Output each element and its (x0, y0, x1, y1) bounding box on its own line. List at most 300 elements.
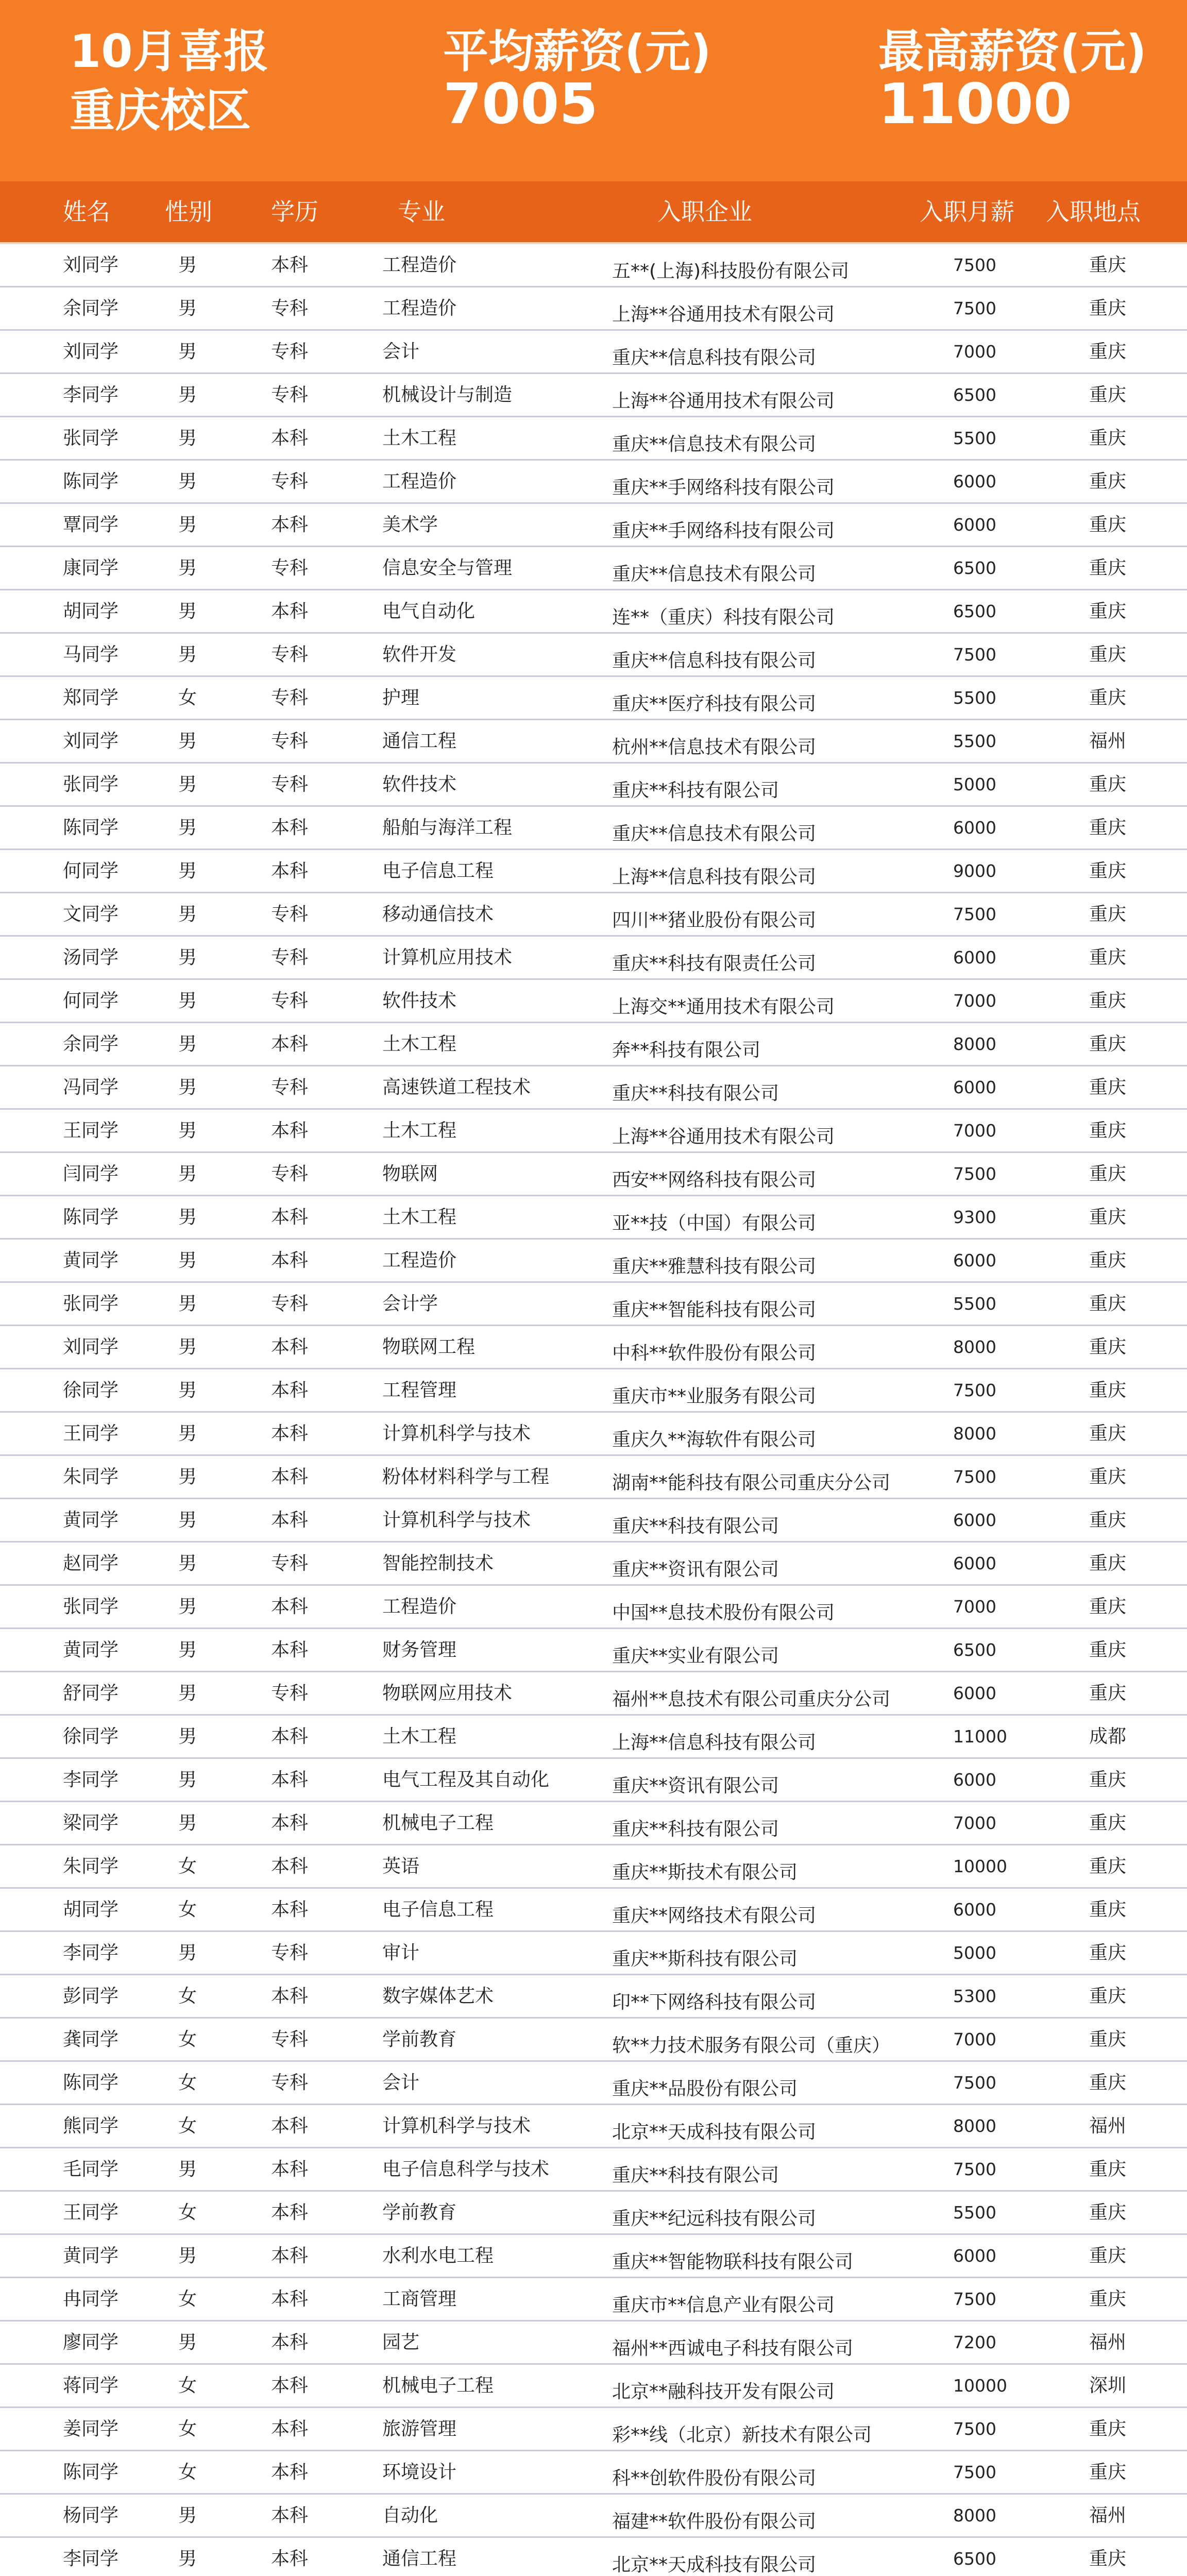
cell-major: 护理 (382, 687, 420, 708)
cell-name: 康同学 (63, 557, 119, 579)
column-header-education: 学历 (271, 198, 318, 226)
cell-company: 科**创软件股份有限公司 (612, 2468, 817, 2489)
cell-gender: 女 (178, 2029, 197, 2050)
cell-name: 熊同学 (63, 2115, 119, 2137)
table-row (0, 1153, 1187, 1196)
cell-gender: 男 (178, 514, 197, 535)
cell-major: 工程造价 (382, 298, 457, 319)
cell-major: 高速铁道工程技术 (382, 1077, 531, 1098)
cell-education: 本科 (271, 2418, 309, 2439)
cell-company: 重庆**资讯有限公司 (612, 1775, 779, 1797)
cell-education: 本科 (271, 428, 309, 449)
cell-gender: 男 (178, 2548, 197, 2569)
cell-location: 重庆 (1089, 2159, 1126, 2180)
table-row (0, 1413, 1187, 1456)
cell-education: 本科 (271, 1466, 309, 1487)
cell-location: 重庆 (1089, 817, 1126, 838)
cell-salary: 6500 (953, 558, 996, 578)
cell-name: 汤同学 (63, 947, 119, 968)
table-row (0, 2451, 1187, 2495)
cell-company: 杭州**信息技术有限公司 (612, 737, 817, 758)
cell-major: 软件技术 (382, 990, 457, 1011)
cell-name: 李同学 (63, 2548, 119, 2569)
cell-education: 本科 (271, 1899, 309, 1920)
table-row (0, 1932, 1187, 1975)
column-header-location: 入职地点 (1046, 198, 1141, 226)
cell-education: 本科 (271, 514, 309, 535)
cell-name: 黄同学 (63, 1250, 119, 1271)
table-row (0, 937, 1187, 980)
table-row (0, 1975, 1187, 2019)
cell-education: 本科 (271, 1769, 309, 1790)
cell-company: 重庆**科技有限公司 (612, 1083, 779, 1104)
cell-major: 财务管理 (382, 1639, 457, 1660)
cell-salary: 5300 (953, 1986, 996, 2006)
cell-company: 北京**天成科技有限公司 (612, 2554, 817, 2575)
cell-company: 中科**软件股份有限公司 (612, 1343, 817, 1364)
cell-name: 赵同学 (63, 1553, 119, 1574)
cell-company: 软**力技术服务有限公司（重庆） (612, 2035, 891, 2056)
cell-gender: 女 (178, 2418, 197, 2439)
cell-company: 重庆**科技有限公司 (612, 2165, 779, 2186)
table-row (0, 1759, 1187, 1802)
cell-salary: 6000 (953, 1510, 996, 1530)
cell-company: 重庆**手网络科技有限公司 (612, 477, 835, 498)
table-row (0, 2019, 1187, 2062)
cell-gender: 男 (178, 817, 197, 838)
table-row (0, 2321, 1187, 2365)
cell-salary: 5500 (953, 731, 996, 751)
cell-gender: 男 (178, 1163, 197, 1184)
cell-name: 马同学 (63, 644, 119, 665)
cell-location: 重庆 (1089, 514, 1126, 535)
cell-education: 本科 (271, 1510, 309, 1531)
cell-company: 湖南**能科技有限公司重庆分公司 (612, 1472, 891, 1494)
cell-location: 重庆 (1089, 2245, 1126, 2266)
cell-gender: 女 (178, 2072, 197, 2093)
cell-location: 重庆 (1089, 1856, 1126, 1877)
cell-gender: 男 (178, 947, 197, 968)
cell-name: 何同学 (63, 990, 119, 1011)
cell-major: 土木工程 (382, 1207, 457, 1228)
cell-gender: 男 (178, 1033, 197, 1055)
table-row (0, 980, 1187, 1023)
table-row (0, 1499, 1187, 1543)
cell-gender: 男 (178, 1466, 197, 1487)
cell-company: 上海**信息科技有限公司 (612, 867, 817, 888)
table-row (0, 1845, 1187, 1889)
cell-name: 李同学 (63, 1769, 119, 1790)
cell-education: 专科 (271, 904, 309, 925)
cell-location: 重庆 (1089, 1293, 1126, 1314)
cell-major: 土木工程 (382, 428, 457, 449)
cell-location: 成都 (1089, 1726, 1126, 1747)
cell-major: 粉体材料科学与工程 (382, 1466, 550, 1487)
cell-gender: 男 (178, 428, 197, 449)
cell-location: 重庆 (1089, 1466, 1126, 1487)
cell-major: 电子信息工程 (382, 860, 494, 882)
cell-major: 审计 (382, 1942, 420, 1963)
cell-major: 旅游管理 (382, 2418, 457, 2439)
cell-major: 软件开发 (382, 644, 457, 665)
cell-location: 重庆 (1089, 1510, 1126, 1531)
cell-location: 重庆 (1089, 2418, 1126, 2439)
table-row (0, 331, 1187, 374)
cell-gender: 女 (178, 2462, 197, 2483)
cell-education: 本科 (271, 255, 309, 276)
cell-major: 会计 (382, 2072, 420, 2093)
cell-gender: 男 (178, 860, 197, 882)
cell-major: 工程造价 (382, 255, 457, 276)
cell-salary: 8000 (953, 1423, 996, 1444)
cell-name: 朱同学 (63, 1466, 119, 1487)
cell-education: 本科 (271, 601, 309, 622)
cell-gender: 女 (178, 1986, 197, 2007)
cell-name: 何同学 (63, 860, 119, 882)
cell-salary: 9300 (953, 1207, 996, 1227)
cell-salary: 9000 (953, 861, 996, 881)
cell-education: 本科 (271, 860, 309, 882)
table-row (0, 244, 1187, 287)
cell-company: 重庆**信息科技有限公司 (612, 347, 817, 368)
cell-salary: 11000 (953, 1726, 1007, 1747)
cell-major: 通信工程 (382, 2548, 457, 2569)
cell-gender: 男 (178, 255, 197, 276)
cell-location: 重庆 (1089, 1683, 1126, 1704)
cell-education: 本科 (271, 2548, 309, 2569)
cell-major: 数字媒体艺术 (382, 1986, 494, 2007)
cell-name: 陈同学 (63, 2462, 119, 2483)
cell-gender: 男 (178, 1510, 197, 1531)
table-row (0, 2408, 1187, 2451)
cell-location: 重庆 (1089, 428, 1126, 449)
cell-education: 专科 (271, 341, 309, 362)
cell-education: 本科 (271, 1726, 309, 1747)
cell-salary: 6500 (953, 2549, 996, 2569)
cell-gender: 男 (178, 1596, 197, 1617)
cell-company: 重庆**智能科技有限公司 (612, 1299, 817, 1320)
cell-education: 本科 (271, 1120, 309, 1141)
cell-gender: 男 (178, 1293, 197, 1314)
column-header-name: 姓名 (63, 198, 110, 226)
cell-gender: 男 (178, 2332, 197, 2353)
cell-name: 朱同学 (63, 1856, 119, 1877)
cell-major: 工程造价 (382, 1250, 457, 1271)
cell-salary: 10000 (953, 1856, 1007, 1876)
cell-salary: 6000 (953, 818, 996, 838)
cell-salary: 7500 (953, 1380, 996, 1400)
table-row (0, 1456, 1187, 1499)
cell-gender: 男 (178, 644, 197, 665)
cell-company: 福州**西诚电子科技有限公司 (612, 2338, 854, 2359)
cell-location: 重庆 (1089, 1596, 1126, 1617)
cell-company: 连**（重庆）科技有限公司 (612, 607, 835, 628)
cell-education: 本科 (271, 1380, 309, 1401)
cell-company: 重庆**斯技术有限公司 (612, 1862, 798, 1883)
cell-name: 刘同学 (63, 255, 119, 276)
cell-name: 黄同学 (63, 1639, 119, 1660)
cell-salary: 5500 (953, 688, 996, 708)
cell-name: 张同学 (63, 1293, 119, 1314)
cell-major: 工程造价 (382, 1596, 457, 1617)
table-row (0, 1240, 1187, 1283)
table-row (0, 807, 1187, 850)
cell-education: 本科 (271, 2375, 309, 2396)
table-row (0, 590, 1187, 634)
cell-major: 计算机科学与技术 (382, 1510, 531, 1531)
column-header-salary: 入职月薪 (920, 198, 1014, 226)
cell-name: 文同学 (63, 904, 119, 925)
cell-location: 重庆 (1089, 2462, 1126, 2483)
cell-salary: 10000 (953, 2376, 1007, 2396)
cell-major: 土木工程 (382, 1033, 457, 1055)
table-row (0, 634, 1187, 677)
cell-education: 专科 (271, 384, 309, 405)
cell-company: 重庆**雅慧科技有限公司 (612, 1256, 817, 1277)
cell-company: 重庆**手网络科技有限公司 (612, 520, 835, 541)
cell-education: 专科 (271, 2029, 309, 2050)
cell-salary: 8000 (953, 1034, 996, 1054)
cell-salary: 5500 (953, 2202, 996, 2223)
cell-education: 专科 (271, 947, 309, 968)
cell-name: 张同学 (63, 428, 119, 449)
table-row (0, 677, 1187, 720)
cell-location: 重庆 (1089, 990, 1126, 1011)
cell-location: 重庆 (1089, 2289, 1126, 2310)
cell-salary: 8000 (953, 1337, 996, 1357)
cell-name: 余同学 (63, 298, 119, 319)
cell-gender: 男 (178, 384, 197, 405)
table-row (0, 893, 1187, 937)
cell-education: 本科 (271, 2115, 309, 2137)
cell-gender: 男 (178, 1423, 197, 1444)
cell-company: 重庆**资讯有限公司 (612, 1559, 779, 1580)
cell-location: 重庆 (1089, 255, 1126, 276)
cell-location: 重庆 (1089, 1942, 1126, 1963)
cell-salary: 7500 (953, 2419, 996, 2439)
table-row (0, 461, 1187, 504)
cell-location: 福州 (1089, 2505, 1126, 2526)
cell-gender: 男 (178, 1639, 197, 1660)
cell-location: 重庆 (1089, 1120, 1126, 1141)
cell-gender: 男 (178, 1207, 197, 1228)
cell-gender: 女 (178, 2289, 197, 2310)
table-row (0, 417, 1187, 461)
cell-education: 本科 (271, 1250, 309, 1271)
cell-name: 梁同学 (63, 1812, 119, 1834)
cell-education: 本科 (271, 1336, 309, 1358)
cell-company: 重庆**科技有限公司 (612, 1516, 779, 1537)
cell-education: 本科 (271, 2332, 309, 2353)
cell-name: 姜同学 (63, 2418, 119, 2439)
cell-location: 重庆 (1089, 1207, 1126, 1228)
cell-major: 园艺 (382, 2332, 420, 2353)
cell-salary: 7000 (953, 1813, 996, 1833)
cell-major: 电子信息科学与技术 (382, 2159, 550, 2180)
cell-major: 电子信息工程 (382, 1899, 494, 1920)
cell-salary: 6000 (953, 1683, 996, 1703)
table-row (0, 2062, 1187, 2105)
cell-company: 重庆**信息技术有限公司 (612, 823, 817, 844)
column-header-major: 专业 (398, 198, 445, 226)
cell-location: 重庆 (1089, 1163, 1126, 1184)
cell-company: 印**下网络科技有限公司 (612, 1992, 817, 2013)
cell-salary: 7500 (953, 2073, 996, 2093)
table-row (0, 2495, 1187, 2538)
cell-salary: 7500 (953, 645, 996, 665)
banner-title-month: 10月喜报 (70, 25, 269, 78)
cell-education: 专科 (271, 990, 309, 1011)
cell-name: 毛同学 (63, 2159, 119, 2180)
cell-location: 重庆 (1089, 1899, 1126, 1920)
cell-name: 覃同学 (63, 514, 119, 535)
average-salary-value: 7005 (443, 72, 598, 137)
cell-location: 深圳 (1089, 2375, 1126, 2396)
cell-company: 重庆**科技有限公司 (612, 780, 779, 801)
cell-salary: 6500 (953, 1640, 996, 1660)
cell-education: 本科 (271, 1207, 309, 1228)
cell-company: 上海交**通用技术有限公司 (612, 996, 835, 1018)
cell-company: 重庆**智能物联科技有限公司 (612, 2251, 854, 2273)
cell-name: 廖同学 (63, 2332, 119, 2353)
cell-location: 福州 (1089, 2332, 1126, 2353)
cell-company: 四川**猪业股份有限公司 (612, 910, 817, 931)
cell-gender: 男 (178, 1380, 197, 1401)
cell-salary: 7000 (953, 2029, 996, 2049)
cell-education: 专科 (271, 2072, 309, 2093)
cell-company: 重庆**品股份有限公司 (612, 2078, 798, 2099)
cell-salary: 6000 (953, 1900, 996, 1920)
cell-company: 北京**融科技开发有限公司 (612, 2381, 835, 2402)
cell-location: 重庆 (1089, 2202, 1126, 2223)
cell-gender: 男 (178, 1553, 197, 1574)
cell-location: 重庆 (1089, 1077, 1126, 1098)
cell-education: 本科 (271, 1986, 309, 2007)
table-row (0, 1889, 1187, 1932)
cell-education: 专科 (271, 1942, 309, 1963)
cell-salary: 7500 (953, 2462, 996, 2482)
cell-salary: 7000 (953, 1597, 996, 1617)
cell-education: 本科 (271, 2202, 309, 2223)
table-row (0, 1110, 1187, 1153)
cell-company: 重庆市**业服务有限公司 (612, 1386, 817, 1407)
cell-gender: 男 (178, 2159, 197, 2180)
cell-salary: 6500 (953, 601, 996, 621)
table-row (0, 720, 1187, 764)
cell-name: 黄同学 (63, 1510, 119, 1531)
cell-location: 重庆 (1089, 1769, 1126, 1790)
cell-major: 移动通信技术 (382, 904, 494, 925)
cell-name: 刘同学 (63, 341, 119, 362)
cell-company: 重庆**科技有限公司 (612, 1819, 779, 1840)
cell-company: 重庆**信息科技有限公司 (612, 650, 817, 671)
cell-education: 本科 (271, 1033, 309, 1055)
header-banner (0, 0, 1187, 181)
cell-gender: 男 (178, 731, 197, 752)
table-body (0, 244, 1187, 2576)
cell-salary: 7000 (953, 1121, 996, 1141)
cell-salary: 6000 (953, 1770, 996, 1790)
table-row (0, 2192, 1187, 2235)
table-row (0, 2148, 1187, 2192)
table-row (0, 1716, 1187, 1759)
cell-location: 重庆 (1089, 1250, 1126, 1271)
cell-company: 重庆**纪远科技有限公司 (612, 2208, 817, 2229)
cell-name: 舒同学 (63, 1683, 119, 1704)
cell-name: 杨同学 (63, 2505, 119, 2526)
table-row (0, 2278, 1187, 2321)
cell-major: 水利水电工程 (382, 2245, 494, 2266)
cell-salary: 6000 (953, 1077, 996, 1097)
cell-major: 软件技术 (382, 774, 457, 795)
cell-company: 彩**线（北京）新技术有限公司 (612, 2425, 872, 2446)
cell-name: 冯同学 (63, 1077, 119, 1098)
cell-name: 张同学 (63, 774, 119, 795)
cell-location: 重庆 (1089, 904, 1126, 925)
cell-education: 专科 (271, 1683, 309, 1704)
cell-education: 本科 (271, 2462, 309, 2483)
cell-salary: 5000 (953, 1943, 996, 1963)
cell-location: 重庆 (1089, 1639, 1126, 1660)
cell-education: 专科 (271, 1553, 309, 1574)
cell-name: 蒋同学 (63, 2375, 119, 2396)
cell-company: 西安**网络科技有限公司 (612, 1170, 817, 1191)
cell-name: 陈同学 (63, 471, 119, 492)
cell-gender: 男 (178, 471, 197, 492)
cell-company: 重庆**斯科技有限公司 (612, 1948, 798, 1970)
cell-name: 王同学 (63, 1423, 119, 1444)
cell-education: 本科 (271, 817, 309, 838)
cell-name: 彭同学 (63, 1986, 119, 2007)
cell-name: 余同学 (63, 1033, 119, 1055)
cell-education: 专科 (271, 731, 309, 752)
cell-location: 重庆 (1089, 1380, 1126, 1401)
cell-salary: 6000 (953, 471, 996, 492)
cell-location: 重庆 (1089, 860, 1126, 882)
cell-company: 重庆**信息技术有限公司 (612, 434, 817, 455)
cell-gender: 男 (178, 1336, 197, 1358)
cell-company: 五**(上海)科技股份有限公司 (612, 261, 850, 282)
table-row (0, 1586, 1187, 1629)
cell-location: 重庆 (1089, 1033, 1126, 1055)
cell-salary: 7500 (953, 2159, 996, 2179)
cell-major: 电气自动化 (382, 601, 476, 622)
cell-major: 物联网工程 (382, 1336, 476, 1358)
max-salary-value: 11000 (878, 72, 1072, 137)
cell-location: 福州 (1089, 731, 1126, 752)
cell-education: 专科 (271, 774, 309, 795)
cell-major: 工程造价 (382, 471, 457, 492)
cell-major: 计算机科学与技术 (382, 2115, 531, 2137)
cell-major: 计算机应用技术 (382, 947, 513, 968)
cell-major: 计算机科学与技术 (382, 1423, 531, 1444)
cell-gender: 男 (178, 601, 197, 622)
cell-company: 重庆久**海软件有限公司 (612, 1429, 817, 1450)
table-row (0, 1672, 1187, 1716)
cell-major: 通信工程 (382, 731, 457, 752)
cell-gender: 男 (178, 1726, 197, 1747)
cell-salary: 6000 (953, 1553, 996, 1573)
cell-company: 上海**谷通用技术有限公司 (612, 1126, 835, 1147)
cell-name: 王同学 (63, 1120, 119, 1141)
cell-major: 机械电子工程 (382, 2375, 494, 2396)
cell-company: 重庆市**信息产业有限公司 (612, 2295, 835, 2316)
table-row (0, 1196, 1187, 1240)
table-row (0, 1629, 1187, 1672)
cell-major: 物联网应用技术 (382, 1683, 513, 1704)
cell-major: 智能控制技术 (382, 1553, 494, 1574)
cell-name: 王同学 (63, 2202, 119, 2223)
